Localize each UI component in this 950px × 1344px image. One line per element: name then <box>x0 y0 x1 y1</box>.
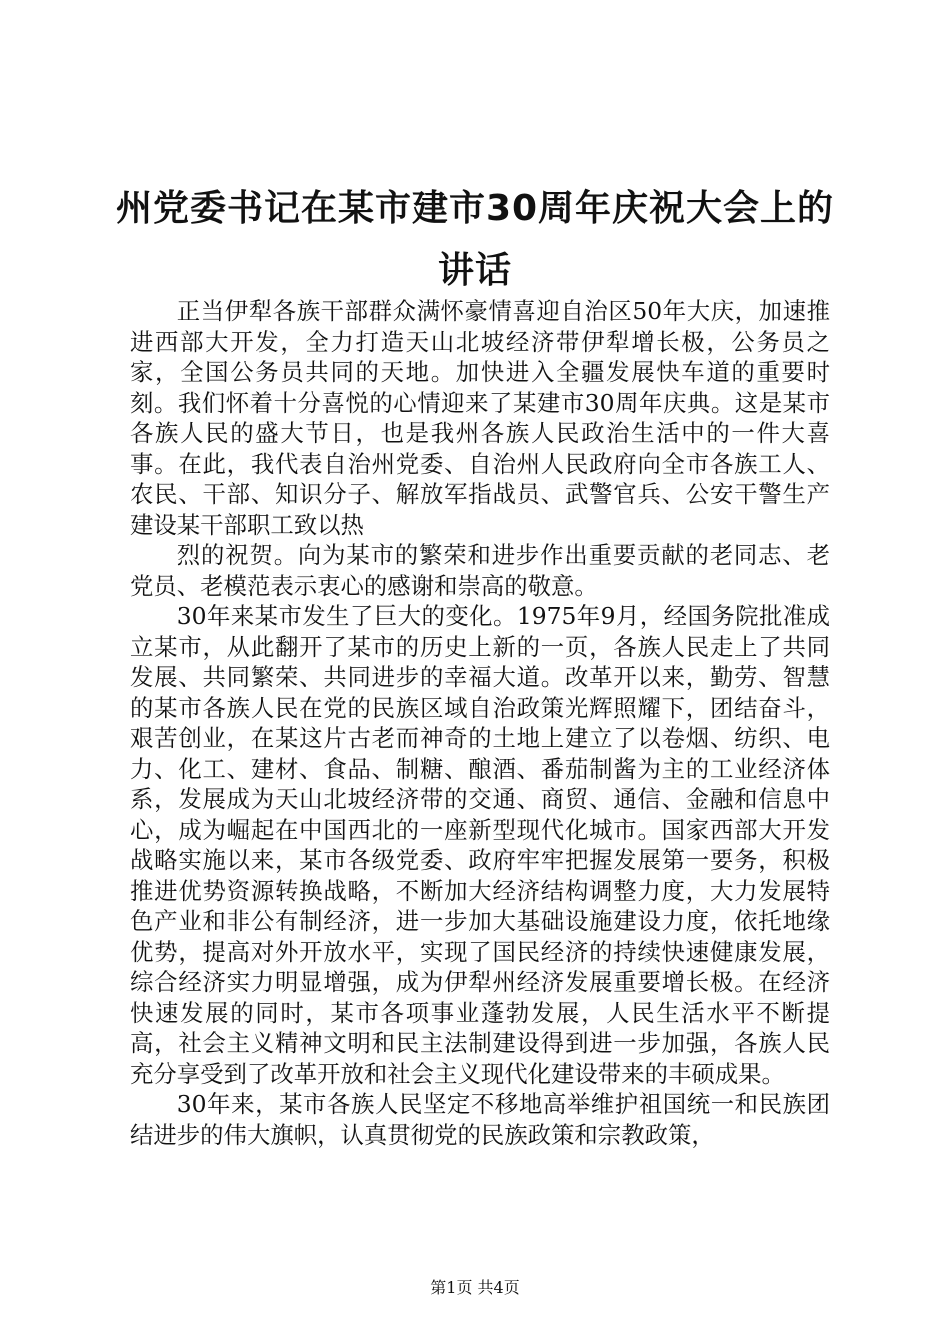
paragraph: 烈的祝贺。向为某市的繁荣和进步作出重要贡献的老同志、老党员、老模范表示衷心的感谢和崇高的敬意。 <box>130 541 830 600</box>
paragraph: 正当伊犁各族干部群众满怀豪情喜迎自治区50年大庆，加速推进西部大开发，全力打造天山北坡经济带伊犁增长极，公务员之家，全国公务员共同的天地。加快进入全疆发展快车道的重要时刻。我们怀着十分喜悦的心情迎来了某建市30周年庆典。这是某市各族人民的盛大节日，也是我州各族人民政治生活中的一件大喜事。在此，我代表自治州党委、自治州人民政府向全市各族工人、农民、干部、知识分子、解放军指战员、武警官兵、公安干警生产建设某干部职工致以热 <box>130 297 830 539</box>
page-footer: 第1页 共4页 <box>430 1278 520 1297</box>
paragraph: 30年来某市发生了巨大的变化。1975年9月，经国务院批准成立某市，从此翻开了某市的历史上新的一页，各族人民走上了共同发展、共同繁荣、共同进步的幸福大道。改革开以来，勤劳、智慧的某市各族人民在党的民族区域自治政策光辉照耀下，团结奋斗，艰苦创业，在某这片古老而神奇的土地上建立了以卷烟、纺织、电力、化工、建材、食品、制糖、酿酒、番茄制酱为主的工业经济体系，发展成为天山北坡经济带的交通、商贸、通信、金融和信息中心，成为崛起在中国西北的一座新型现代化城市。国家西部大开发战略实施以来，某市各级党委、政府牢牢把握发展第一要务，积极推进优势资源转换战略，不断加大经济结构调整力度，大力发展特色产业和非公有制经济，进一步加大基础设施建设力度，依托地缘优势，提高对外开放水平，实现了国民经济的持续快速健康发展，综合经济实力明显增强，成为伊犁州经济发展重要增长极。在经济快速发展的同时，某市各项事业蓬勃发展，人民生活水平不断提高，社会主义精神文明和民主法制建设得到进一步加强，各族人民充分享受到了改革开放和社会主义现代化建设带来的丰硕成果。 <box>130 602 830 1088</box>
document-title-line-1: 州党委书记在某市建市30周年庆祝大会上的 <box>115 188 835 229</box>
document-title-line-2: 讲话 <box>437 250 512 291</box>
paragraph: 30年来，某市各族人民坚定不移地高举维护祖国统一和民族团结进步的伟大旗帜，认真贯彻党的民族政策和宗教政策， <box>130 1090 830 1149</box>
document-body <box>130 296 830 1150</box>
